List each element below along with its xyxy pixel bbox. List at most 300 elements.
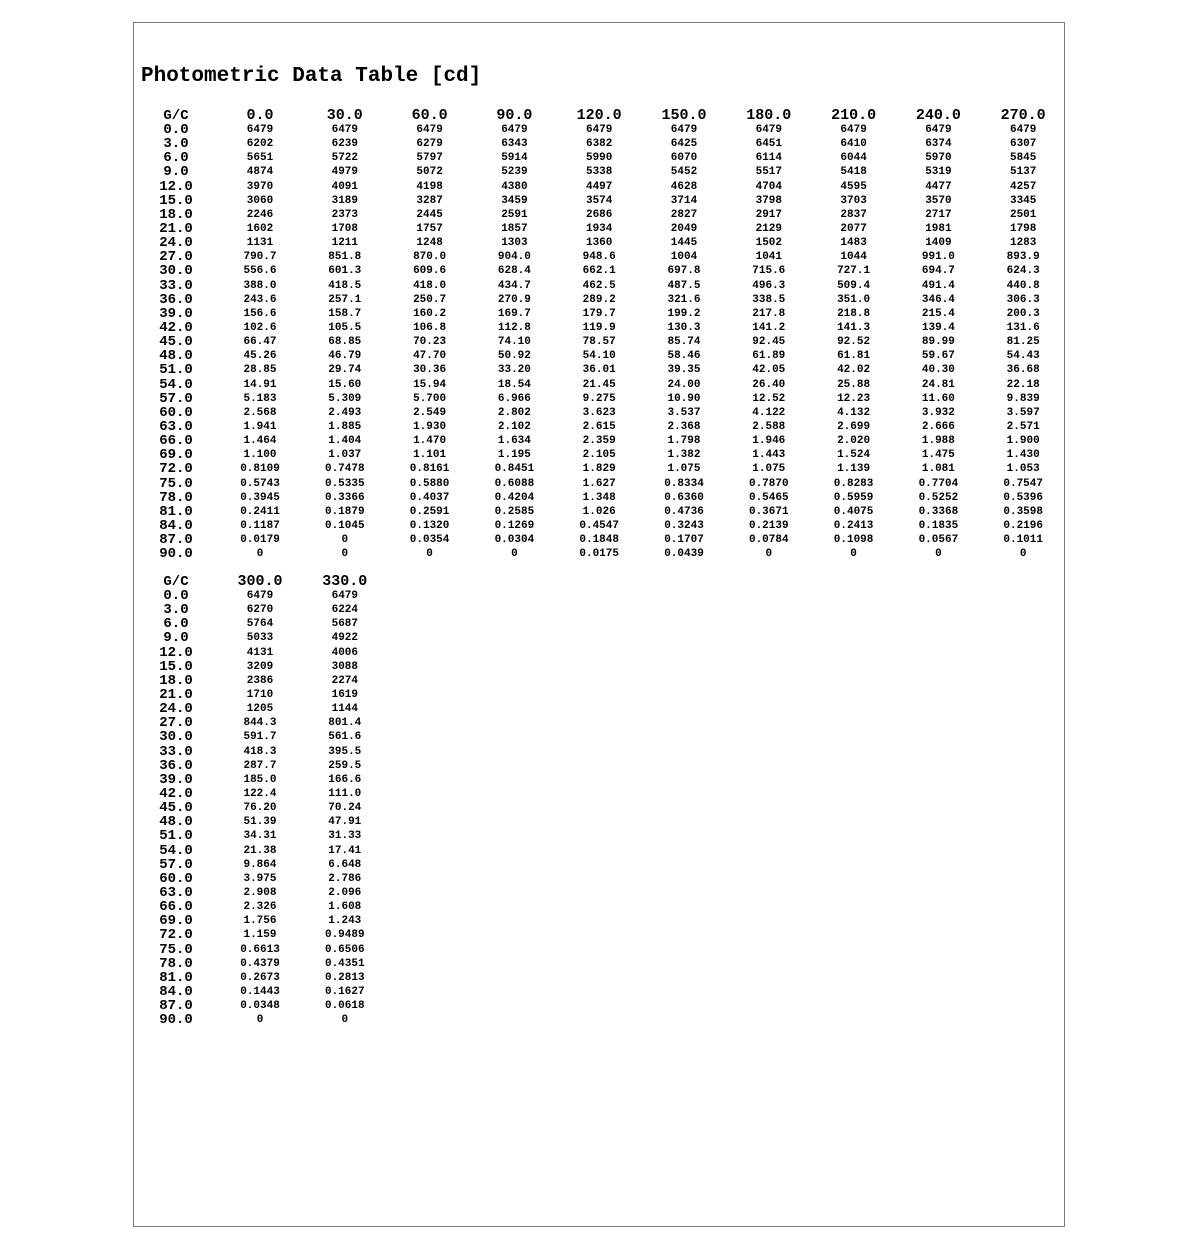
intensity-cell: 1360 bbox=[585, 237, 613, 250]
intensity-cell: 0.5880 bbox=[409, 477, 450, 490]
intensity-cell: 851.8 bbox=[328, 251, 362, 264]
intensity-cell: 2.493 bbox=[328, 406, 362, 419]
intensity-cell: 1710 bbox=[246, 688, 274, 701]
intensity-cell: 9.864 bbox=[243, 858, 277, 871]
intensity-cell: 601.3 bbox=[328, 265, 362, 278]
intensity-cell: 628.4 bbox=[497, 265, 531, 278]
intensity-cell: 4380 bbox=[501, 180, 528, 193]
intensity-cell: 991.0 bbox=[921, 251, 955, 264]
intensity-cell: 6.966 bbox=[497, 392, 531, 405]
intensity-cell: 1502 bbox=[755, 237, 782, 250]
c-plane-column bbox=[305, 109, 385, 561]
intensity-cell: 0 bbox=[256, 548, 264, 561]
intensity-cell: 3189 bbox=[331, 194, 358, 207]
intensity-cell: 119.9 bbox=[582, 321, 616, 334]
gamma-angle-cell: 63.0 bbox=[159, 418, 193, 435]
intensity-cell: 0.3243 bbox=[664, 519, 704, 532]
intensity-cell: 4595 bbox=[840, 180, 867, 193]
intensity-cell: 1.100 bbox=[243, 449, 277, 462]
intensity-cell: 0.4547 bbox=[579, 519, 619, 532]
intensity-cell: 2.102 bbox=[497, 420, 531, 433]
intensity-cell: 0.5959 bbox=[833, 491, 874, 504]
intensity-cell: 0.5335 bbox=[324, 477, 365, 490]
intensity-cell: 1.075 bbox=[752, 463, 786, 476]
intensity-cell: 199.2 bbox=[667, 307, 701, 320]
intensity-cell: 561.6 bbox=[328, 731, 362, 744]
c-plane-header: 120.0 bbox=[576, 107, 622, 124]
intensity-cell: 0.8283 bbox=[833, 477, 874, 490]
c-plane-column bbox=[220, 109, 300, 561]
intensity-cell: 3060 bbox=[246, 194, 274, 207]
intensity-cell: 1.081 bbox=[921, 463, 955, 476]
c-plane-header: 180.0 bbox=[746, 107, 792, 124]
intensity-cell: 3.597 bbox=[1006, 406, 1040, 419]
intensity-cell: 33.20 bbox=[497, 364, 531, 377]
gamma-angle-cell: 33.0 bbox=[159, 743, 193, 760]
intensity-cell: 0.1879 bbox=[324, 505, 365, 518]
intensity-cell: 15.94 bbox=[413, 378, 447, 391]
c-plane-header: 150.0 bbox=[661, 107, 707, 124]
gamma-angle-column bbox=[146, 575, 206, 1027]
gamma-angle-cell: 21.0 bbox=[159, 220, 193, 237]
intensity-cell: 112.8 bbox=[497, 321, 531, 334]
intensity-cell: 801.4 bbox=[328, 717, 362, 730]
c-plane-column bbox=[305, 575, 385, 1027]
intensity-cell: 3703 bbox=[840, 194, 867, 207]
gamma-angle-cell: 48.0 bbox=[159, 348, 193, 365]
intensity-cell: 2077 bbox=[840, 222, 867, 235]
intensity-cell: 21.38 bbox=[243, 844, 277, 857]
gamma-angle-cell: 84.0 bbox=[159, 983, 193, 1000]
intensity-cell: 418.3 bbox=[243, 745, 277, 758]
intensity-cell: 5722 bbox=[331, 152, 358, 165]
intensity-cell: 106.8 bbox=[413, 321, 447, 334]
intensity-cell: 9.839 bbox=[1006, 392, 1040, 405]
intensity-cell: 697.8 bbox=[667, 265, 701, 278]
gamma-angle-cell: 51.0 bbox=[159, 362, 193, 379]
intensity-cell: 1303 bbox=[501, 237, 528, 250]
intensity-cell: 0.5465 bbox=[748, 491, 789, 504]
intensity-cell: 34.31 bbox=[243, 830, 277, 843]
intensity-cell: 25.88 bbox=[837, 378, 871, 391]
intensity-cell: 42.05 bbox=[752, 364, 786, 377]
intensity-cell: 6307 bbox=[1009, 138, 1037, 151]
intensity-cell: 4874 bbox=[246, 166, 274, 179]
intensity-cell: 200.3 bbox=[1006, 307, 1040, 320]
intensity-cell: 0.6088 bbox=[494, 477, 535, 490]
intensity-cell: 9.275 bbox=[582, 392, 616, 405]
intensity-cell: 0.2139 bbox=[748, 519, 789, 532]
intensity-cell: 3287 bbox=[416, 194, 443, 207]
intensity-cell: 790.7 bbox=[243, 251, 277, 264]
intensity-cell: 6479 bbox=[1009, 124, 1037, 136]
intensity-cell: 1.026 bbox=[582, 505, 616, 518]
intensity-cell: 6070 bbox=[670, 152, 698, 165]
gamma-angle-cell: 54.0 bbox=[159, 376, 193, 393]
intensity-cell: 24.81 bbox=[921, 378, 955, 391]
gamma-angle-cell: 66.0 bbox=[159, 899, 193, 916]
intensity-cell: 39.35 bbox=[667, 364, 701, 377]
intensity-cell: 4477 bbox=[925, 180, 952, 193]
intensity-cell: 3970 bbox=[246, 180, 274, 193]
intensity-cell: 904.0 bbox=[497, 251, 531, 264]
intensity-cell: 1757 bbox=[416, 222, 443, 235]
intensity-cell: 4257 bbox=[1009, 180, 1037, 193]
gc-header: G/C bbox=[163, 108, 189, 124]
intensity-cell: 0.3368 bbox=[918, 505, 959, 518]
intensity-cell: 46.79 bbox=[328, 350, 362, 363]
intensity-cell: 2445 bbox=[416, 208, 443, 221]
intensity-cell: 1.756 bbox=[243, 915, 277, 928]
intensity-cell: 1041 bbox=[755, 251, 782, 264]
intensity-cell: 4979 bbox=[331, 166, 358, 179]
c-plane-header: 330.0 bbox=[322, 573, 368, 590]
intensity-cell: 6479 bbox=[331, 590, 358, 602]
gamma-angle-cell: 15.0 bbox=[159, 658, 193, 675]
gamma-angle-cell: 42.0 bbox=[159, 319, 193, 336]
gamma-angle-cell: 87.0 bbox=[159, 998, 193, 1015]
c-plane-column bbox=[220, 575, 300, 1027]
intensity-cell: 5452 bbox=[670, 166, 698, 179]
gamma-angle-cell: 12.0 bbox=[159, 644, 193, 661]
intensity-cell: 2.549 bbox=[413, 406, 447, 419]
c-plane-header: 60.0 bbox=[411, 107, 448, 124]
intensity-cell: 0.1269 bbox=[494, 519, 535, 532]
intensity-cell: 0 bbox=[511, 548, 518, 561]
intensity-cell: 12.52 bbox=[752, 392, 786, 405]
intensity-cell: 26.40 bbox=[752, 378, 786, 391]
intensity-cell: 346.4 bbox=[921, 293, 955, 306]
intensity-cell: 3088 bbox=[331, 660, 358, 673]
gamma-angle-cell: 72.0 bbox=[159, 461, 193, 478]
intensity-cell: 122.4 bbox=[243, 787, 277, 800]
intensity-cell: 1.037 bbox=[328, 449, 362, 462]
intensity-cell: 0.3598 bbox=[1003, 505, 1043, 518]
gamma-angle-cell: 42.0 bbox=[159, 785, 193, 802]
page-title: Photometric Data Table [cd] bbox=[141, 65, 482, 88]
intensity-cell: 3209 bbox=[246, 660, 274, 673]
gamma-angle-cell: 45.0 bbox=[159, 800, 193, 817]
intensity-cell: 131.6 bbox=[1006, 321, 1040, 334]
intensity-cell: 6.648 bbox=[328, 858, 362, 871]
intensity-cell: 6114 bbox=[755, 152, 782, 165]
intensity-cell: 5.183 bbox=[243, 392, 277, 405]
intensity-cell: 5914 bbox=[501, 152, 528, 165]
intensity-cell: 2.020 bbox=[837, 435, 871, 448]
intensity-cell: 1.627 bbox=[582, 477, 616, 490]
intensity-cell: 0.6506 bbox=[324, 943, 365, 956]
c-plane-column bbox=[983, 109, 1063, 561]
gamma-angle-cell: 27.0 bbox=[159, 715, 193, 732]
intensity-cell: 70.23 bbox=[413, 336, 447, 349]
intensity-cell: 2.571 bbox=[1006, 420, 1040, 433]
gamma-angle-cell: 84.0 bbox=[159, 517, 193, 534]
intensity-cell: 4628 bbox=[670, 180, 698, 193]
intensity-cell: 0 bbox=[426, 548, 433, 561]
intensity-cell: 2.786 bbox=[328, 872, 362, 885]
intensity-cell: 5033 bbox=[246, 632, 274, 645]
intensity-cell: 0 bbox=[935, 548, 942, 561]
intensity-cell: 5072 bbox=[416, 166, 443, 179]
intensity-cell: 36.68 bbox=[1006, 364, 1040, 377]
intensity-cell: 1798 bbox=[1009, 222, 1037, 235]
intensity-cell: 0.1848 bbox=[579, 534, 619, 547]
intensity-cell: 5970 bbox=[925, 152, 952, 165]
gamma-angle-cell: 24.0 bbox=[159, 701, 193, 718]
intensity-cell: 609.6 bbox=[413, 265, 447, 278]
intensity-cell: 1.243 bbox=[328, 915, 362, 928]
intensity-cell: 1.195 bbox=[497, 449, 531, 462]
c-plane-column bbox=[814, 109, 894, 561]
intensity-cell: 179.7 bbox=[582, 307, 616, 320]
intensity-cell: 1.900 bbox=[1006, 435, 1040, 448]
intensity-cell: 1.139 bbox=[837, 463, 871, 476]
intensity-cell: 78.57 bbox=[582, 336, 616, 349]
intensity-cell: 6343 bbox=[501, 138, 528, 151]
intensity-cell: 2.359 bbox=[582, 435, 616, 448]
intensity-cell: 0.2196 bbox=[1003, 519, 1043, 532]
intensity-cell: 3.623 bbox=[582, 406, 616, 419]
gamma-angle-cell: 3.0 bbox=[163, 136, 189, 153]
intensity-cell: 6239 bbox=[331, 138, 358, 151]
intensity-cell: 0.4204 bbox=[494, 491, 535, 504]
intensity-cell: 2501 bbox=[1009, 208, 1037, 221]
intensity-cell: 6382 bbox=[585, 138, 613, 151]
intensity-cell: 42.02 bbox=[837, 364, 871, 377]
gamma-angle-cell: 69.0 bbox=[159, 913, 193, 930]
intensity-cell: 0.7870 bbox=[748, 477, 789, 490]
intensity-cell: 6479 bbox=[585, 124, 613, 136]
intensity-cell: 158.7 bbox=[328, 307, 362, 320]
intensity-cell: 0.7547 bbox=[1003, 477, 1043, 490]
intensity-cell: 0.4075 bbox=[833, 505, 874, 518]
intensity-cell: 0.2411 bbox=[240, 505, 280, 518]
intensity-cell: 218.8 bbox=[837, 307, 871, 320]
gamma-angle-cell: 90.0 bbox=[159, 546, 193, 563]
intensity-cell: 1.382 bbox=[667, 449, 701, 462]
intensity-cell: 250.7 bbox=[413, 293, 447, 306]
intensity-cell: 0.1443 bbox=[240, 985, 280, 998]
intensity-cell: 0.8334 bbox=[664, 477, 704, 490]
intensity-cell: 47.70 bbox=[413, 350, 447, 363]
intensity-cell: 0.1627 bbox=[324, 985, 365, 998]
intensity-cell: 81.25 bbox=[1006, 336, 1040, 349]
intensity-cell: 1283 bbox=[1009, 237, 1037, 250]
gamma-angle-cell: 45.0 bbox=[159, 334, 193, 351]
intensity-cell: 1.885 bbox=[328, 420, 362, 433]
intensity-cell: 243.6 bbox=[243, 293, 277, 306]
intensity-cell: 1144 bbox=[331, 703, 358, 716]
intensity-cell: 727.1 bbox=[837, 265, 871, 278]
intensity-cell: 259.5 bbox=[328, 759, 362, 772]
intensity-cell: 0.8451 bbox=[494, 463, 535, 476]
intensity-cell: 5.700 bbox=[413, 392, 447, 405]
intensity-cell: 130.3 bbox=[667, 321, 701, 334]
gamma-angle-cell: 18.0 bbox=[159, 206, 193, 223]
intensity-cell: 45.26 bbox=[243, 350, 277, 363]
intensity-cell: 1934 bbox=[585, 222, 613, 235]
intensity-cell: 105.5 bbox=[328, 321, 362, 334]
intensity-cell: 1.930 bbox=[413, 420, 447, 433]
gamma-angle-cell: 60.0 bbox=[159, 404, 193, 421]
intensity-cell: 2373 bbox=[331, 208, 358, 221]
intensity-cell: 0.8109 bbox=[240, 463, 280, 476]
intensity-cell: 2.326 bbox=[243, 901, 277, 914]
intensity-cell: 2.105 bbox=[582, 449, 616, 462]
intensity-cell: 0 bbox=[341, 548, 349, 561]
intensity-cell: 0.2591 bbox=[409, 505, 450, 518]
intensity-cell: 3.975 bbox=[243, 872, 277, 885]
intensity-cell: 3570 bbox=[925, 194, 952, 207]
intensity-cell: 2.615 bbox=[582, 420, 616, 433]
gamma-angle-cell: 51.0 bbox=[159, 828, 193, 845]
intensity-cell: 6270 bbox=[246, 604, 274, 617]
intensity-cell: 92.52 bbox=[837, 336, 871, 349]
gamma-angle-cell: 72.0 bbox=[159, 927, 193, 944]
intensity-cell: 6279 bbox=[416, 138, 443, 151]
intensity-cell: 6451 bbox=[755, 138, 782, 151]
gamma-angle-cell: 81.0 bbox=[159, 503, 193, 520]
intensity-cell: 2129 bbox=[755, 222, 782, 235]
intensity-cell: 2.568 bbox=[243, 406, 277, 419]
intensity-cell: 6410 bbox=[840, 138, 867, 151]
gc-header: G/C bbox=[163, 574, 189, 590]
intensity-cell: 0 bbox=[256, 1014, 264, 1027]
gamma-angle-cell: 0.0 bbox=[163, 122, 189, 138]
intensity-cell: 156.6 bbox=[243, 307, 277, 320]
intensity-cell: 1.470 bbox=[413, 435, 447, 448]
intensity-cell: 5319 bbox=[925, 166, 952, 179]
intensity-cell: 102.6 bbox=[243, 321, 277, 334]
intensity-cell: 30.36 bbox=[413, 364, 447, 377]
intensity-cell: 440.8 bbox=[1006, 279, 1040, 292]
intensity-cell: 141.2 bbox=[752, 321, 786, 334]
intensity-cell: 0.0179 bbox=[240, 534, 280, 547]
c-plane-header: 210.0 bbox=[831, 107, 877, 124]
intensity-cell: 21.45 bbox=[582, 378, 616, 391]
intensity-cell: 6479 bbox=[416, 124, 443, 136]
intensity-cell: 6479 bbox=[501, 124, 528, 136]
intensity-cell: 624.3 bbox=[1006, 265, 1040, 278]
intensity-cell: 1131 bbox=[246, 237, 274, 250]
gamma-angle-cell: 30.0 bbox=[159, 729, 193, 746]
intensity-cell: 1.608 bbox=[328, 901, 362, 914]
intensity-cell: 4198 bbox=[416, 180, 443, 193]
gamma-angle-cell: 90.0 bbox=[159, 1012, 193, 1029]
intensity-cell: 556.6 bbox=[243, 265, 277, 278]
c-plane-column bbox=[644, 109, 724, 561]
intensity-cell: 0 bbox=[341, 534, 349, 547]
gamma-angle-column bbox=[146, 109, 206, 561]
intensity-cell: 2.588 bbox=[752, 420, 786, 433]
intensity-cell: 1.941 bbox=[243, 420, 277, 433]
intensity-cell: 715.6 bbox=[752, 265, 786, 278]
intensity-cell: 2274 bbox=[331, 674, 358, 687]
intensity-cell: 1.075 bbox=[667, 463, 701, 476]
intensity-cell: 1.159 bbox=[243, 929, 277, 942]
intensity-cell: 3459 bbox=[501, 194, 528, 207]
intensity-cell: 28.85 bbox=[243, 364, 277, 377]
gamma-angle-cell: 30.0 bbox=[159, 263, 193, 280]
gamma-angle-cell: 9.0 bbox=[163, 164, 189, 181]
intensity-cell: 111.0 bbox=[328, 787, 362, 800]
intensity-cell: 338.5 bbox=[752, 293, 786, 306]
gamma-angle-cell: 0.0 bbox=[163, 588, 189, 604]
intensity-cell: 2591 bbox=[501, 208, 528, 221]
gamma-angle-cell: 69.0 bbox=[159, 447, 193, 464]
intensity-cell: 1.829 bbox=[582, 463, 616, 476]
intensity-cell: 1483 bbox=[840, 237, 867, 250]
gamma-angle-cell: 18.0 bbox=[159, 672, 193, 689]
intensity-cell: 24.00 bbox=[667, 378, 701, 391]
gamma-angle-cell: 6.0 bbox=[163, 616, 189, 633]
intensity-cell: 496.3 bbox=[752, 279, 786, 292]
intensity-cell: 1044 bbox=[840, 251, 867, 264]
gamma-angle-cell: 9.0 bbox=[163, 630, 189, 647]
intensity-cell: 3345 bbox=[1009, 194, 1037, 207]
intensity-cell: 1.475 bbox=[921, 449, 955, 462]
intensity-cell: 2.666 bbox=[921, 420, 955, 433]
intensity-cell: 2386 bbox=[246, 674, 274, 687]
intensity-cell: 70.24 bbox=[328, 802, 362, 815]
gamma-angle-cell: 81.0 bbox=[159, 969, 193, 986]
intensity-cell: 0.7704 bbox=[918, 477, 959, 490]
intensity-cell: 5845 bbox=[1009, 152, 1037, 165]
intensity-cell: 160.2 bbox=[413, 307, 447, 320]
intensity-cell: 47.91 bbox=[328, 816, 362, 829]
intensity-cell: 0.1320 bbox=[409, 519, 450, 532]
intensity-cell: 0.0175 bbox=[579, 548, 619, 561]
intensity-cell: 51.39 bbox=[243, 816, 277, 829]
intensity-cell: 0.2585 bbox=[494, 505, 535, 518]
intensity-cell: 217.8 bbox=[752, 307, 786, 320]
gamma-angle-cell: 78.0 bbox=[159, 955, 193, 972]
intensity-cell: 31.33 bbox=[328, 830, 362, 843]
intensity-cell: 61.89 bbox=[752, 350, 786, 363]
intensity-cell: 0 bbox=[341, 1014, 349, 1027]
intensity-cell: 36.01 bbox=[582, 364, 616, 377]
intensity-cell: 844.3 bbox=[243, 717, 277, 730]
intensity-cell: 10.90 bbox=[667, 392, 701, 405]
intensity-cell: 418.5 bbox=[328, 279, 362, 292]
intensity-cell: 4704 bbox=[755, 180, 782, 193]
intensity-cell: 2917 bbox=[755, 208, 782, 221]
intensity-cell: 0.4351 bbox=[324, 957, 365, 970]
c-plane-header: 90.0 bbox=[496, 107, 533, 124]
intensity-cell: 0.0618 bbox=[324, 1000, 365, 1013]
intensity-cell: 50.92 bbox=[497, 350, 531, 363]
intensity-cell: 893.9 bbox=[1006, 251, 1040, 264]
intensity-cell: 0.6360 bbox=[664, 491, 704, 504]
intensity-cell: 0.1187 bbox=[240, 519, 280, 532]
intensity-cell: 0.5396 bbox=[1003, 491, 1043, 504]
intensity-cell: 0.4037 bbox=[409, 491, 450, 504]
gamma-angle-cell: 57.0 bbox=[159, 390, 193, 407]
intensity-cell: 6479 bbox=[246, 124, 274, 136]
intensity-cell: 0.7478 bbox=[324, 463, 365, 476]
intensity-cell: 166.6 bbox=[328, 773, 362, 786]
intensity-cell: 0.6613 bbox=[240, 943, 280, 956]
intensity-cell: 3714 bbox=[670, 194, 698, 207]
intensity-cell: 0.0354 bbox=[409, 534, 450, 547]
intensity-cell: 0.3671 bbox=[748, 505, 789, 518]
intensity-cell: 1445 bbox=[670, 237, 698, 250]
c-plane-column bbox=[729, 109, 809, 561]
intensity-cell: 4922 bbox=[331, 632, 358, 645]
gamma-angle-cell: 6.0 bbox=[163, 150, 189, 167]
c-plane-column bbox=[474, 109, 554, 561]
intensity-cell: 0.0348 bbox=[240, 1000, 280, 1013]
